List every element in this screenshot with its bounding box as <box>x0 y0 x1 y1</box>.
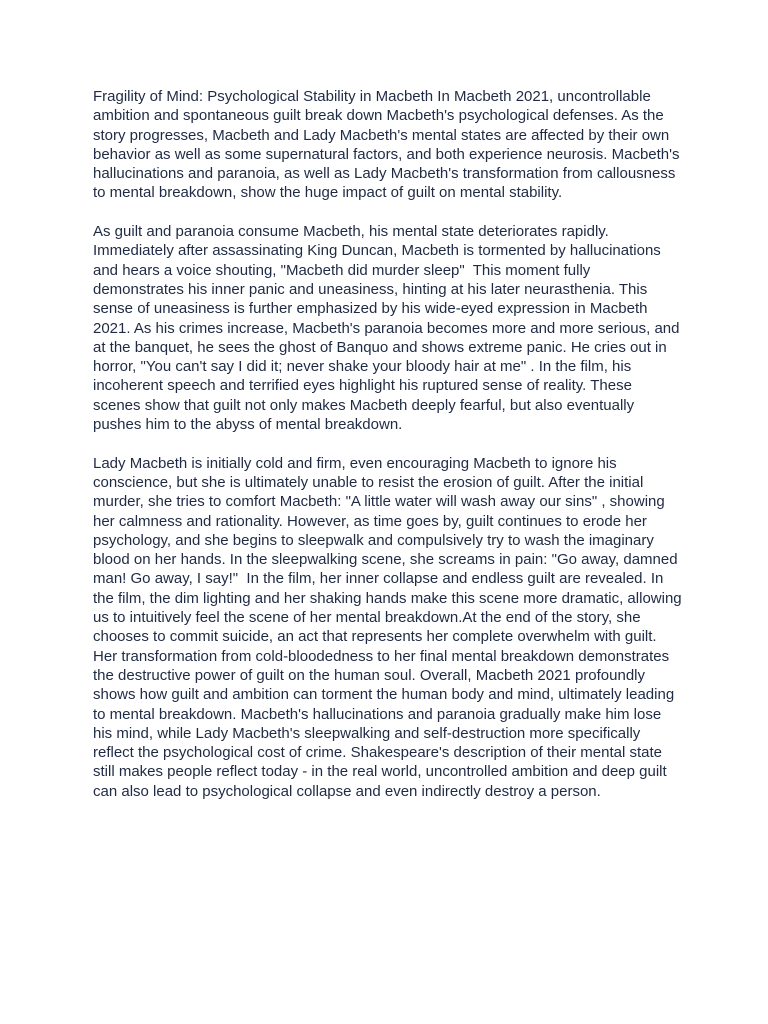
paragraph-intro: Fragility of Mind: Psychological Stability in Macbeth In Macbeth 2021, uncontrollable ambition and spontaneous guilt break down Macbeth's psychological defenses. As the story progresses, Macbeth and Lady Macbeth's mental states are affected by their own behavior as well as some supernatural factors, and both experience neurosis. Macbeth's hallucinations and paranoia, as well as Lady Macbeth's transformation from callousness to mental breakdown, show the huge impact of guilt on mental stability. <box>93 88 684 202</box>
paragraph-lady-macbeth: Lady Macbeth is initially cold and firm, even encouraging Macbeth to ignore his conscience, but she is ultimately unable to resist the erosion of guilt. After the initial murder, she tries to comfort Macbeth: "A little water will wash away our sins" , showing her calmness and rationality. However, as time goes by, guilt continues to erode her psychology, and she begins to sleepwalk and compulsively try to wash the imaginary blood on her hands. In the sleepwalking scene, she screams in pain: "Go away, damned man! Go away, I say!" In the film, her inner collapse and endless guilt are revealed. In the film, the dim lighting and her shaking hands make this scene more dramatic, allowing us to intuitively feel the scene of her mental breakdown.At the end of the story, she chooses to commit suicide, an act that represents her complete overwhelm with guilt. Her transformation from cold-bloodedness to her final mental breakdown demonstrates the destructive power of guilt on the human soul. Overall, Macbeth 2021 profoundly shows how guilt and ambition can torment the human body and mind, ultimately leading to mental breakdown. Macbeth's hallucinations and paranoia gradually make him lose his mind, while Lady Macbeth's sleepwalking and self-destruction more specifically reflect the psychological cost of crime. Shakespeare's description of their mental state still makes people reflect today - in the real world, uncontrolled ambition and deep guilt can also lead to psychological collapse and even indirectly destroy a person. <box>93 454 686 800</box>
document-body <box>93 87 686 820</box>
paragraph-macbeth: As guilt and paranoia consume Macbeth, his mental state deteriorates rapidly. Immediately after assassinating King Duncan, Macbeth is tormented by hallucinations and hears a voice shouting, "Macbeth did murder sleep" This moment fully demonstrates his inner panic and uneasiness, hinting at his later neurasthenia. This sense of uneasiness is further emphasized by his wide-eyed expression in Macbeth 2021. As his crimes increase, Macbeth's paranoia becomes more and more serious, and at the banquet, he sees the ghost of Banquo and shows extreme panic. He cries out in horror, "You can't say I did it; never shake your bloody hair at me" . In the film, his incoherent speech and terrified eyes highlight his ruptured sense of reality. These scenes show that guilt not only makes Macbeth deeply fearful, but also eventually pushes him to the abyss of mental breakdown. <box>93 223 684 434</box>
